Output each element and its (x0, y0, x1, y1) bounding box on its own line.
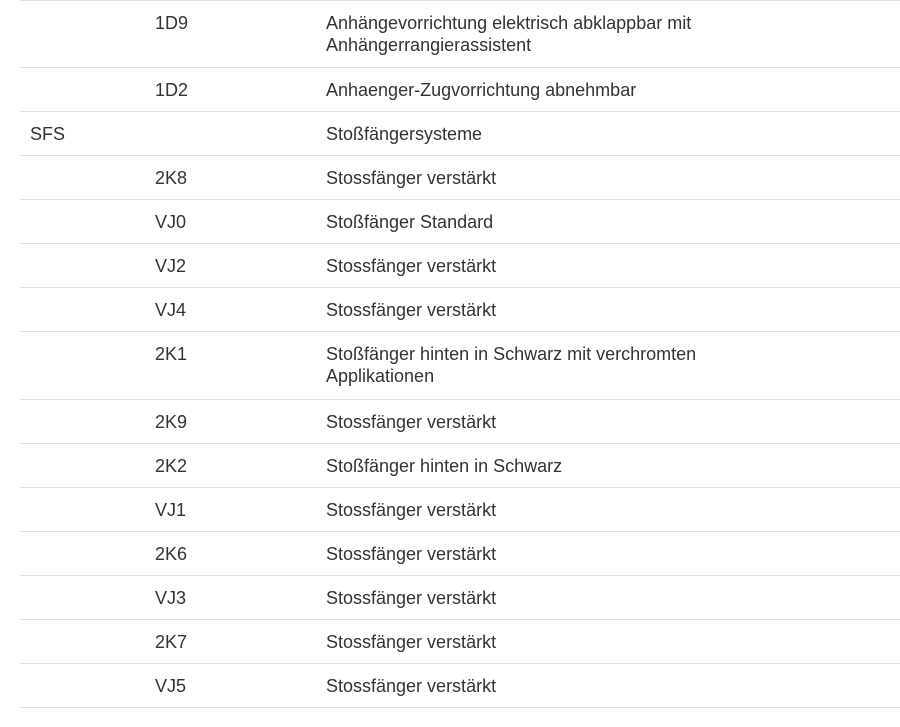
option-code-cell: 2K7 (155, 632, 188, 652)
table-row (20, 332, 900, 400)
description-cell: Stossfänger verstärkt (326, 676, 497, 696)
table-row (20, 488, 900, 532)
table-row (20, 664, 900, 708)
description-cell: Stossfänger verstärkt (326, 256, 497, 276)
table-row (20, 400, 900, 444)
description-cell: Stoßfänger hinten in Schwarz (326, 456, 563, 476)
table-row (20, 68, 900, 112)
option-code-cell: VJ0 (155, 212, 187, 232)
description-cell: Stossfänger verstärkt (326, 300, 497, 320)
option-code-cell: VJ4 (155, 300, 187, 320)
option-code-cell: 2K1 (155, 344, 188, 364)
description-cell: Stossfänger verstärkt (326, 544, 497, 564)
description-cell: Anhaenger-Zugvorrichtung abnehmbar (326, 80, 637, 100)
description-cell: Stoßfänger hinten in Schwarz mit verchromten Applikationen (326, 344, 697, 386)
option-code-cell: VJ5 (155, 676, 187, 696)
description-cell: Stossfänger verstärkt (326, 588, 497, 608)
option-code-cell: 2K6 (155, 544, 188, 564)
description-cell: Anhängevorrichtung elektrisch abklappbar mit Anhängerrangierassistent (326, 13, 692, 55)
description-cell: Stossfänger verstärkt (326, 168, 497, 188)
description-cell: Stoßfängersysteme (326, 124, 483, 144)
table-row (20, 156, 900, 200)
description-cell: Stoßfänger Standard (326, 212, 494, 232)
table-row (20, 576, 900, 620)
table-row (20, 200, 900, 244)
table-row (20, 112, 900, 156)
group-code-cell: SFS (30, 124, 66, 144)
table-row (20, 532, 900, 576)
table-row (20, 444, 900, 488)
description-cell: Stossfänger verstärkt (326, 412, 497, 432)
option-code-cell: 1D9 (155, 13, 189, 33)
option-code-cell: 2K2 (155, 456, 188, 476)
option-code-cell: VJ1 (155, 500, 187, 520)
option-code-cell: VJ3 (155, 588, 187, 608)
table-row (20, 244, 900, 288)
table-row (20, 0, 900, 68)
option-code-cell: 1D2 (155, 80, 189, 100)
description-cell: Stossfänger verstärkt (326, 632, 497, 652)
option-code-cell: 2K9 (155, 412, 188, 432)
option-code-cell: 2K8 (155, 168, 188, 188)
option-code-cell: VJ2 (155, 256, 187, 276)
table-row (20, 620, 900, 664)
table-row (20, 288, 900, 332)
description-cell: Stossfänger verstärkt (326, 500, 497, 520)
